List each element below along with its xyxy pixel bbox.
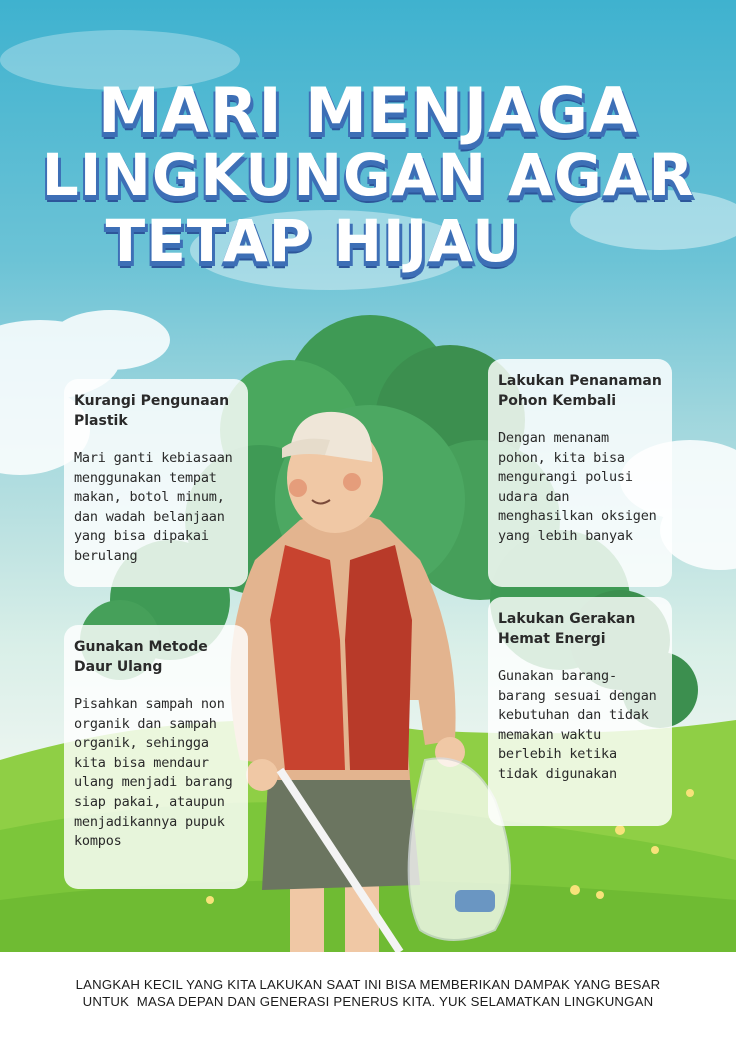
footer-line-2: UNTUK MASA DEPAN DAN GENERASI PENERUS KITA. YUK SELAMATKAN LINGKUNGAN — [82, 994, 654, 1009]
tip-card-tree-planting — [488, 359, 672, 587]
tip-body: Pisahkan sampah non organik dan sampah organik, sehingga kita bisa mendaur ulang menjadi barang siap pakai, ataupun menjadikannya pupuk kompos — [74, 696, 233, 850]
tip-body: Gunakan barang-barang sesuai dengan kebutuhan dan tidak memakan waktu berlebih ketika tidak digunakan — [498, 668, 657, 782]
footer-message — [0, 952, 736, 1041]
tip-card-recycling — [64, 625, 248, 889]
tip-body: Dengan menanam pohon, kita bisa mengurangi polusi udara dan menghasilkan oksigen yang lebih banyak — [498, 430, 657, 544]
footer-line-1: LANGKAH KECIL YANG KITA LAKUKAN SAAT INI BISA MEMBERIKAN DAMPAK YANG BESAR — [75, 977, 661, 992]
tip-heading: Lakukan Penanaman Pohon Kembali — [498, 373, 662, 409]
poster-title — [0, 74, 736, 275]
tip-heading: Kurangi Pengunaan Plastik — [74, 393, 230, 429]
tip-card-plastic — [64, 379, 248, 587]
title-line-1: MARI MENJAGA — [98, 74, 638, 147]
tip-body: Mari ganti kebiasaan menggunakan tempat makan, botol minum, dan wadah belanjaan yang bisa dipakai berulang — [74, 450, 233, 564]
tip-heading: Lakukan Gerakan Hemat Energi — [498, 611, 636, 647]
title-line-2: LINGKUNGAN AGAR — [41, 141, 695, 209]
title-line-3: TETAP HIJAU — [105, 207, 521, 275]
tip-card-energy-saving — [488, 597, 672, 826]
tip-heading: Gunakan Metode Daur Ulang — [74, 639, 208, 675]
